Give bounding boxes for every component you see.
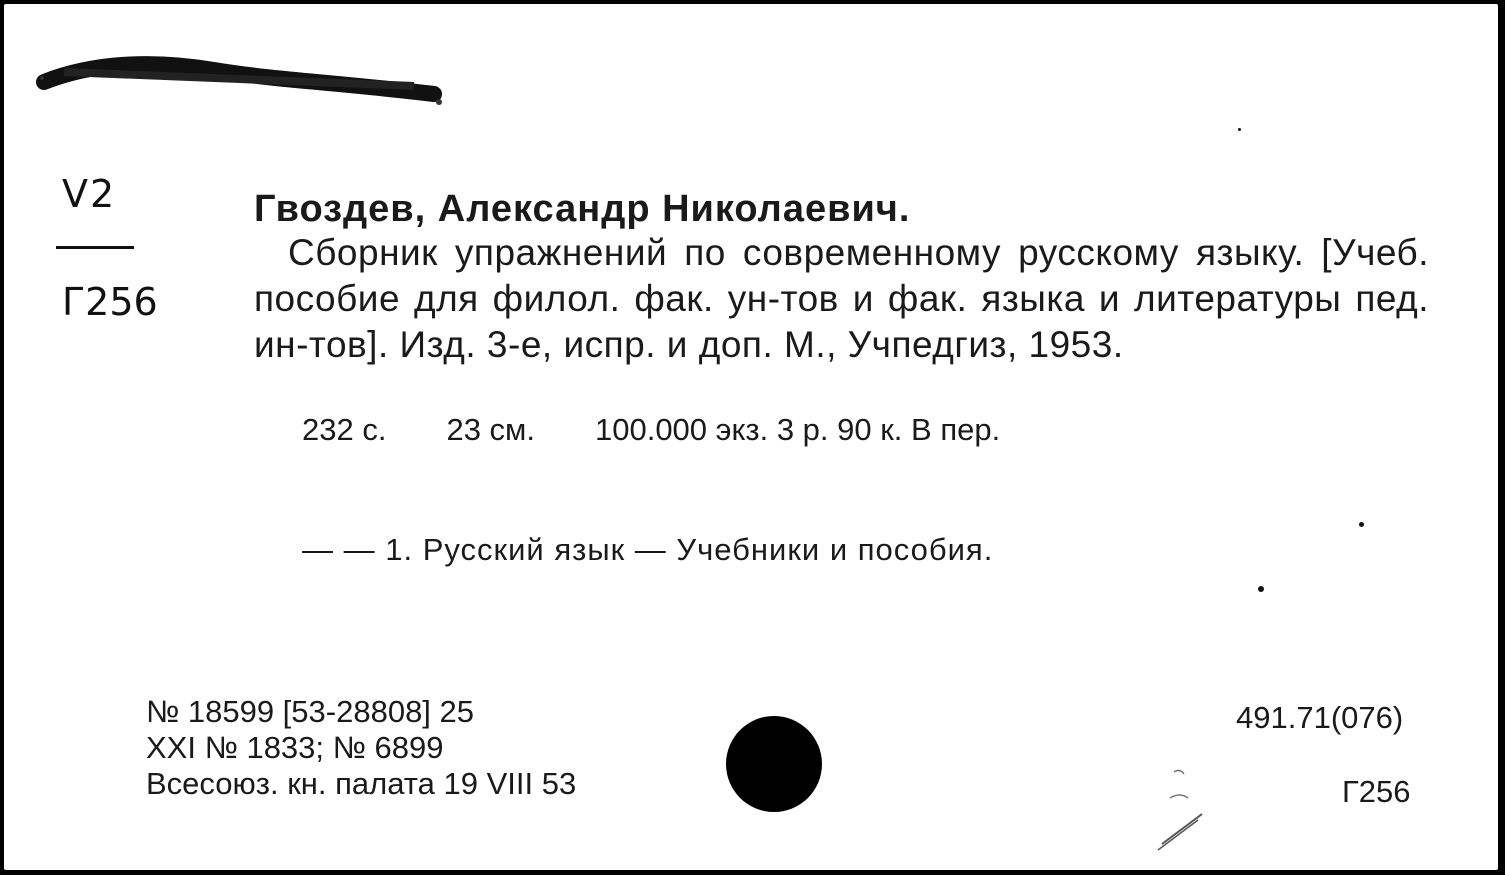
page-count: 232 с. <box>302 412 387 447</box>
physical-description <box>302 412 1060 448</box>
imprint-line: XXI № 1833; № 6899 <box>146 730 444 765</box>
book-size: 23 см. <box>446 412 535 447</box>
ink-speck <box>1258 586 1264 592</box>
catalog-card <box>4 4 1498 870</box>
punch-hole <box>726 716 822 812</box>
ink-speck <box>1238 128 1241 131</box>
shelf-mark-top: V2 <box>62 172 117 216</box>
shelf-mark-bottom: Г256 <box>62 280 158 324</box>
imprint-line: Всесоюз. кн. палата 19 VIII 53 <box>146 766 577 801</box>
author-mark: Г256 <box>1342 774 1411 809</box>
edition-info: 100.000 экз. 3 р. 90 к. В пер. <box>594 412 1001 447</box>
imprint-line: № 18599 [53-28808] 25 <box>146 694 475 729</box>
subject-heading: — — 1. Русский язык — Учебники и пособия. <box>302 532 994 567</box>
udc-class: 491.71(076) <box>1236 700 1404 735</box>
shelf-mark-divider <box>56 246 134 249</box>
imprint-block <box>146 694 576 802</box>
ink-speck <box>1359 522 1364 527</box>
pencil-scribble <box>1154 764 1214 854</box>
title-description: Сборник упражнений по современному русскому языку. [Учеб. пособие для филол. фак. ун-тов и фак. языка и литературы пед. ин-тов]. Изд. 3-е, испр. и доп. М., Учпедгиз, 1953. <box>254 232 1429 365</box>
smudged-stamp <box>34 42 449 112</box>
author-heading: Гвоздев, Александр Николаевич. <box>254 188 911 230</box>
